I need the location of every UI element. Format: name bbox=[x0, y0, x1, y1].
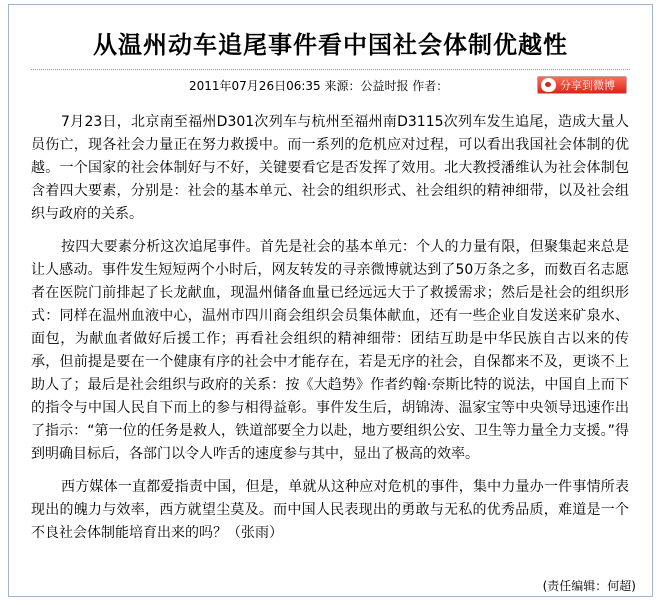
share-to-weibo-button[interactable] bbox=[537, 76, 627, 94]
paragraph: 按四大要素分析这次追尾事件。首先是社会的基本单元：个人的力量有限，但聚集起来总是让人感动。事件发生短短两个小时后，网友转发的寻亲微博就达到了50万条之多，而数百名志愿者在医院门前排起了长龙献血，现温州储备血量已经远远大于了救援需求；然后是社会的组织形式：同样在温州血液中心，温州市四川商会组织会员集体献血，还有一些企业自发送来矿泉水、面包，为献血者做好后援工作；再看社会组织的精神细带：团结互助是中华民族自古以来的传承，但前提是要在一个健康有序的社会中才能存在，若是无序的社会，自保都来不及，更谈不上助人了；最后是社会组织与政府的关系：按《大趋势》作者约翰·奈斯比特的说法，中国自上而下的指令与中国人民自下而上的参与相得益彰。事件发生后，胡锦涛、温家宝等中央领导迅速作出了指示：“第一位的任务是救人，铁道部要全力以赴，地方要组织公安、卫生等力量全力支援。”得到明确目标后，各部门以令人咋舌的速度参与其中，显出了极高的效率。 bbox=[31, 239, 629, 462]
weibo-icon bbox=[541, 78, 556, 92]
article-meta: 2011年07月26日06:35 来源：公益时报 作者： bbox=[189, 79, 449, 93]
title-divider bbox=[31, 69, 630, 70]
responsible-editor: (责任编辑：何超) bbox=[542, 579, 636, 593]
paragraph: 7月23日，北京南至福州D301次列车与杭州至福州南D3115次列车发生追尾，造成大量人员伤亡，现各社会力量正在努力救援中。而一系列的危机应对过程，可以看出我国社会体制的优越。一个国家的社会体制好与不好，关键要看它是否发挥了效用。北大教授潘维认为社会体制包含着四大要素，分别是：社会的基本单元、社会的组织形式、社会组织的精神细带，以及社会组织与政府的关系。 bbox=[31, 114, 629, 222]
article-title: 从温州动车追尾事件看中国社会体制优越性 bbox=[93, 31, 568, 59]
article-page bbox=[8, 4, 653, 597]
article-body bbox=[31, 111, 629, 555]
paragraph: 西方媒体一直都爱指责中国，但是，单就从这种应对危机的事件，集中力量办一件事情所表现出的魄力与效率，西方就望尘莫及。而中国人民表现出的勇敢与无私的优秀品质，难道是一个不良社会体制能培育出来的吗？（张雨） bbox=[31, 479, 629, 541]
share-button-label: 分享到微博 bbox=[560, 79, 615, 92]
